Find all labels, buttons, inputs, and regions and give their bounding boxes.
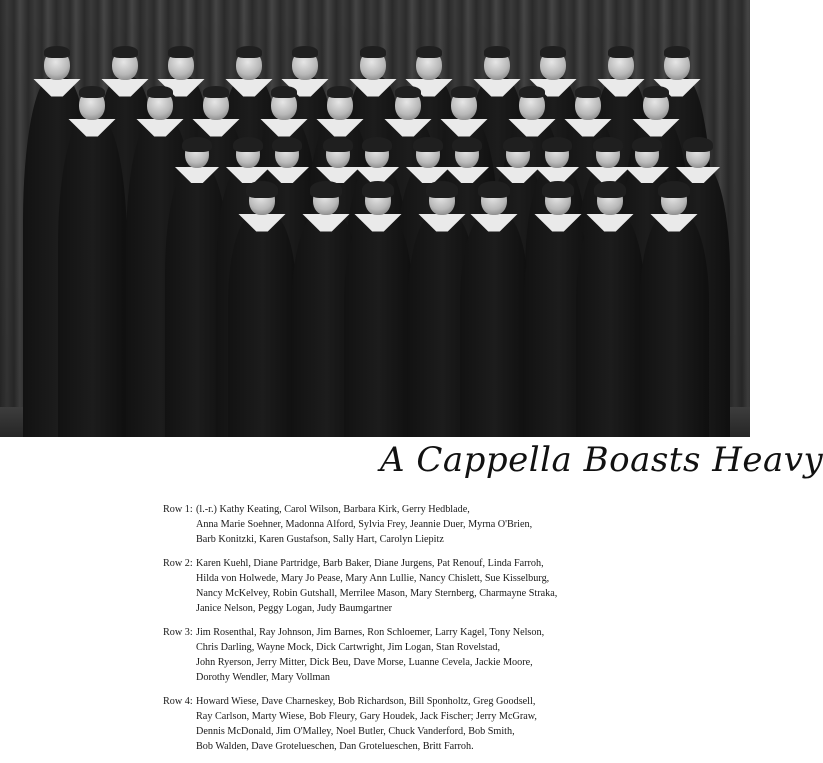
hair: [426, 181, 458, 198]
hair: [292, 46, 318, 57]
roster-row-1: [163, 502, 743, 547]
roster-line: Barb Konitzki, Karen Gustafson, Sally Hart, Carolyn Liepitz: [196, 534, 444, 545]
page-title: A Cappella Boasts Heavy: [380, 440, 823, 480]
roster-line: Anna Marie Soehner, Madonna Alford, Sylvia Frey, Jeannie Duer, Myrna O'Brien,: [196, 519, 533, 530]
hair: [203, 86, 229, 97]
roster-line: Nancy McKelvey, Robin Gutshall, Merrilee Mason, Mary Sternberg, Charmayne Straka,: [196, 588, 558, 599]
roster-line: John Ryerson, Jerry Mitter, Dick Beu, Dave Morse, Luanne Cevela, Jackie Moore,: [196, 657, 533, 668]
hair: [664, 46, 690, 57]
hair: [362, 181, 394, 198]
roster-row-4: [163, 694, 743, 754]
hair: [246, 181, 278, 198]
hair: [182, 137, 211, 152]
robe: [344, 212, 413, 437]
hair: [540, 46, 566, 57]
hair: [327, 86, 353, 97]
hair: [112, 46, 138, 57]
hair: [271, 86, 297, 97]
hair: [608, 46, 634, 57]
hair: [44, 46, 70, 57]
hair: [233, 137, 262, 152]
hair: [452, 137, 481, 152]
hair: [413, 137, 442, 152]
hair: [643, 86, 669, 97]
hair: [451, 86, 477, 97]
row-label: Row 3:: [163, 627, 193, 638]
hair: [683, 137, 712, 152]
hair: [79, 86, 105, 97]
roster-line: (l.-r.) Kathy Keating, Carol Wilson, Barbara Kirk, Gerry Hedblade,: [196, 504, 470, 515]
robe: [640, 212, 709, 437]
roster-line: Karen Kuehl, Diane Partridge, Barb Baker, Diane Jurgens, Pat Renouf, Linda Farroh,: [196, 558, 544, 569]
hair: [323, 137, 352, 152]
hair: [593, 137, 622, 152]
roster-line: Dennis McDonald, Jim O'Malley, Noel Butler, Chuck Vanderford, Bob Smith,: [196, 726, 515, 737]
hair: [503, 137, 532, 152]
hair: [168, 46, 194, 57]
robe: [460, 212, 529, 437]
roster: [163, 502, 743, 763]
hair: [542, 181, 574, 198]
roster-line: Bob Walden, Dave Grotelueschen, Dan Grotelueschen, Britt Farroh.: [196, 741, 474, 752]
robe: [228, 212, 297, 437]
hair: [416, 46, 442, 57]
row-label: Row 2:: [163, 558, 193, 569]
hair: [478, 181, 510, 198]
roster-line: Howard Wiese, Dave Charneskey, Bob Richardson, Bill Sponholtz, Greg Goodsell,: [196, 696, 536, 707]
roster-line: Hilda von Holwede, Mary Jo Pease, Mary Ann Lullie, Nancy Chislett, Sue Kisselburg,: [196, 573, 550, 584]
roster-row-3: [163, 625, 743, 685]
row-label: Row 1:: [163, 504, 193, 515]
hair: [519, 86, 545, 97]
hair: [310, 181, 342, 198]
hair: [484, 46, 510, 57]
hair: [395, 86, 421, 97]
robe: [576, 212, 645, 437]
hair: [542, 137, 571, 152]
hair: [575, 86, 601, 97]
hair: [594, 181, 626, 198]
hair: [632, 137, 661, 152]
roster-line: Dorothy Wendler, Mary Vollman: [196, 672, 331, 683]
hair: [362, 137, 391, 152]
hair: [360, 46, 386, 57]
hair: [658, 181, 690, 198]
roster-line: Jim Rosenthal, Ray Johnson, Jim Barnes, Ron Schloemer, Larry Kagel, Tony Nelson,: [196, 627, 545, 638]
roster-line: Janice Nelson, Peggy Logan, Judy Baumgartner: [196, 603, 393, 614]
hair: [272, 137, 301, 152]
roster-line: Chris Darling, Wayne Mock, Dick Cartwright, Jim Logan, Stan Rovelstad,: [196, 642, 501, 653]
roster-row-2: [163, 556, 743, 616]
robe: [58, 117, 127, 437]
roster-line: Ray Carlson, Marty Wiese, Bob Fleury, Gary Houdek, Jack Fischer; Jerry McGraw,: [196, 711, 537, 722]
hair: [147, 86, 173, 97]
row-label: Row 4:: [163, 696, 193, 707]
hair: [236, 46, 262, 57]
